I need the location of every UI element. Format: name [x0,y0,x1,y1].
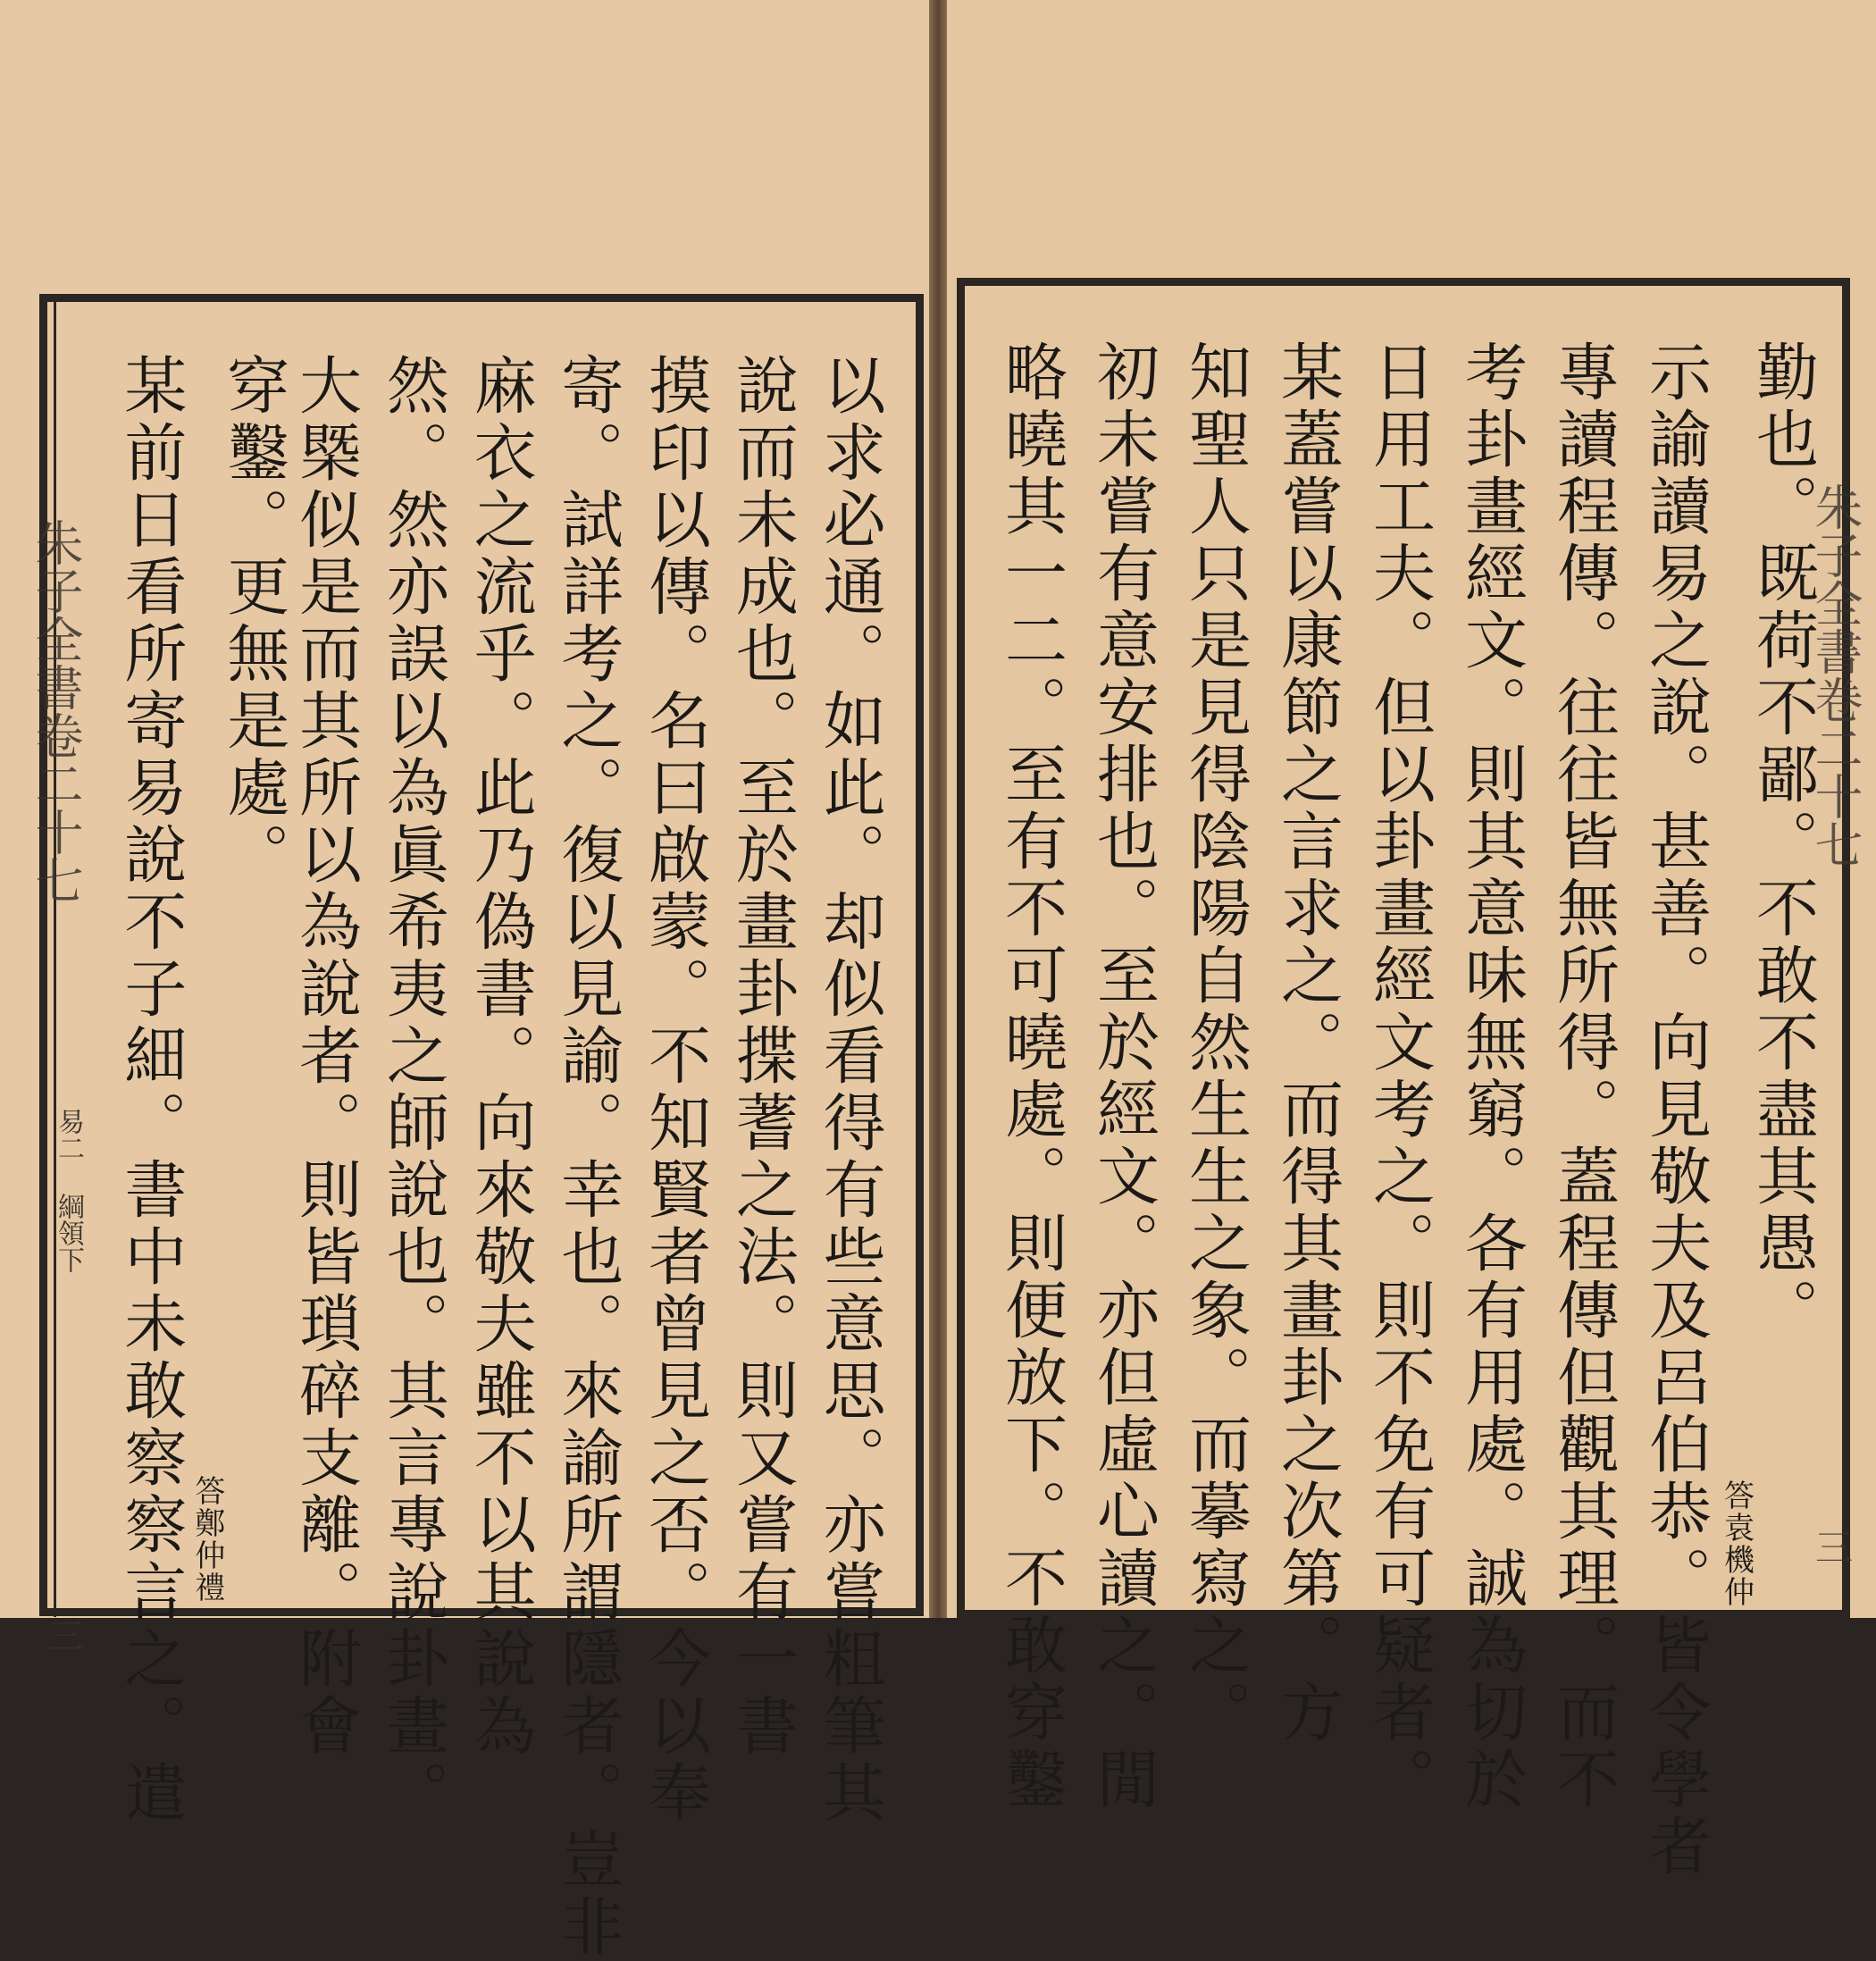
book-title-margin: 朱子全書卷二十七 [28,518,84,904]
column-main-text: 初未嘗有意安排也。至於經文。亦但虛心讀之。閒 [1086,339,1160,1814]
text-column [1077,339,1169,1814]
text-column [107,353,195,1827]
folio-number-edge: 三 [1810,1528,1854,1565]
column-main-text: 略曉其一二。至有不可曉處。則便放下。不敢穿鑿 [994,339,1068,1814]
text-column [544,353,632,1961]
column-main-text: 某前日看所寄易說不子細。書中未敢察察言之。遣 [113,353,188,1827]
book-title-edge: 朱子全書卷二十七 [1807,482,1863,868]
text-column [188,353,290,1604]
chapter-subtitle-margin: 易二 綱領下 [53,1108,84,1273]
text-column [1261,339,1353,1747]
text-column [1537,339,1629,1814]
right-page [947,0,1876,1881]
left-text-columns [107,353,893,1961]
column-main-text: 專讀程傳。往往皆無所得。蓋程傳但觀其理。而不 [1546,339,1621,1814]
column-main-text: 以求必通。如此。却似看得有些意思。亦嘗粗筆其 [813,353,887,1827]
folio-number: 三 [42,1617,83,1653]
column-main-text: 日用工夫。但以卦畫經文考之。則不免有可疑者。 [1362,339,1436,1814]
text-column [632,353,719,1827]
text-column [1629,339,1721,1881]
fold-center-strip [18,295,107,1653]
column-main-text: 考卦畫經文。則其意味無窮。各有用處。誠為切於 [1454,339,1528,1814]
column-main-text: 勤也。既荷不鄙。不敢不盡其愚。 [1746,339,1820,1345]
column-main-text: 大槩似是而其所以為說者。則皆瑣碎支離。附會 [289,353,363,1760]
column-main-text: 寄。試詳考之。復以見諭。幸也。來諭所謂隱者。豈非 [550,353,624,1961]
column-main-text: 麻衣之流乎。此乃偽書。向來敬夫雖不以其說為 [464,353,538,1760]
text-column [370,353,457,1827]
text-column [1169,339,1261,1747]
right-edge-strip [1796,456,1876,1617]
text-column [1445,339,1537,1814]
text-column [282,353,370,1760]
column-main-text: 示諭讀易之說。甚善。向見敬夫及呂伯恭。皆令學者 [1638,339,1713,1881]
right-text-columns [983,339,1820,1881]
column-main-text: 某蓋嘗以康節之言求之。而得其畫卦之次第。方 [1270,339,1344,1747]
column-main-text: 摸印以傳。名曰啟蒙。不知賢者曾見之否。今以奉 [638,353,712,1827]
column-main-text: 然。然亦誤以為眞希夷之師說也。其言專說卦畫。 [376,353,450,1827]
column-main-text: 說而未成也。至於畫卦揲蓍之法。則又嘗有一書 [725,353,800,1760]
text-column [1353,339,1445,1814]
column-main-text: 知聖人只是見得陰陽自然生生之象。而摹寫之。 [1178,339,1252,1747]
column-main-text: 穿鑿。更無是處。 [216,353,290,889]
text-column [806,353,893,1827]
book-gutter [929,0,947,1618]
text-column [456,353,544,1760]
left-page [0,0,929,1961]
text-column [985,339,1077,1814]
text-column [719,353,807,1760]
column-interlinear-note: 答鄭仲禮 [188,1475,225,1604]
center-rule [54,295,56,1617]
column-interlinear-note: 答袁機仲 [1718,1479,1755,1608]
